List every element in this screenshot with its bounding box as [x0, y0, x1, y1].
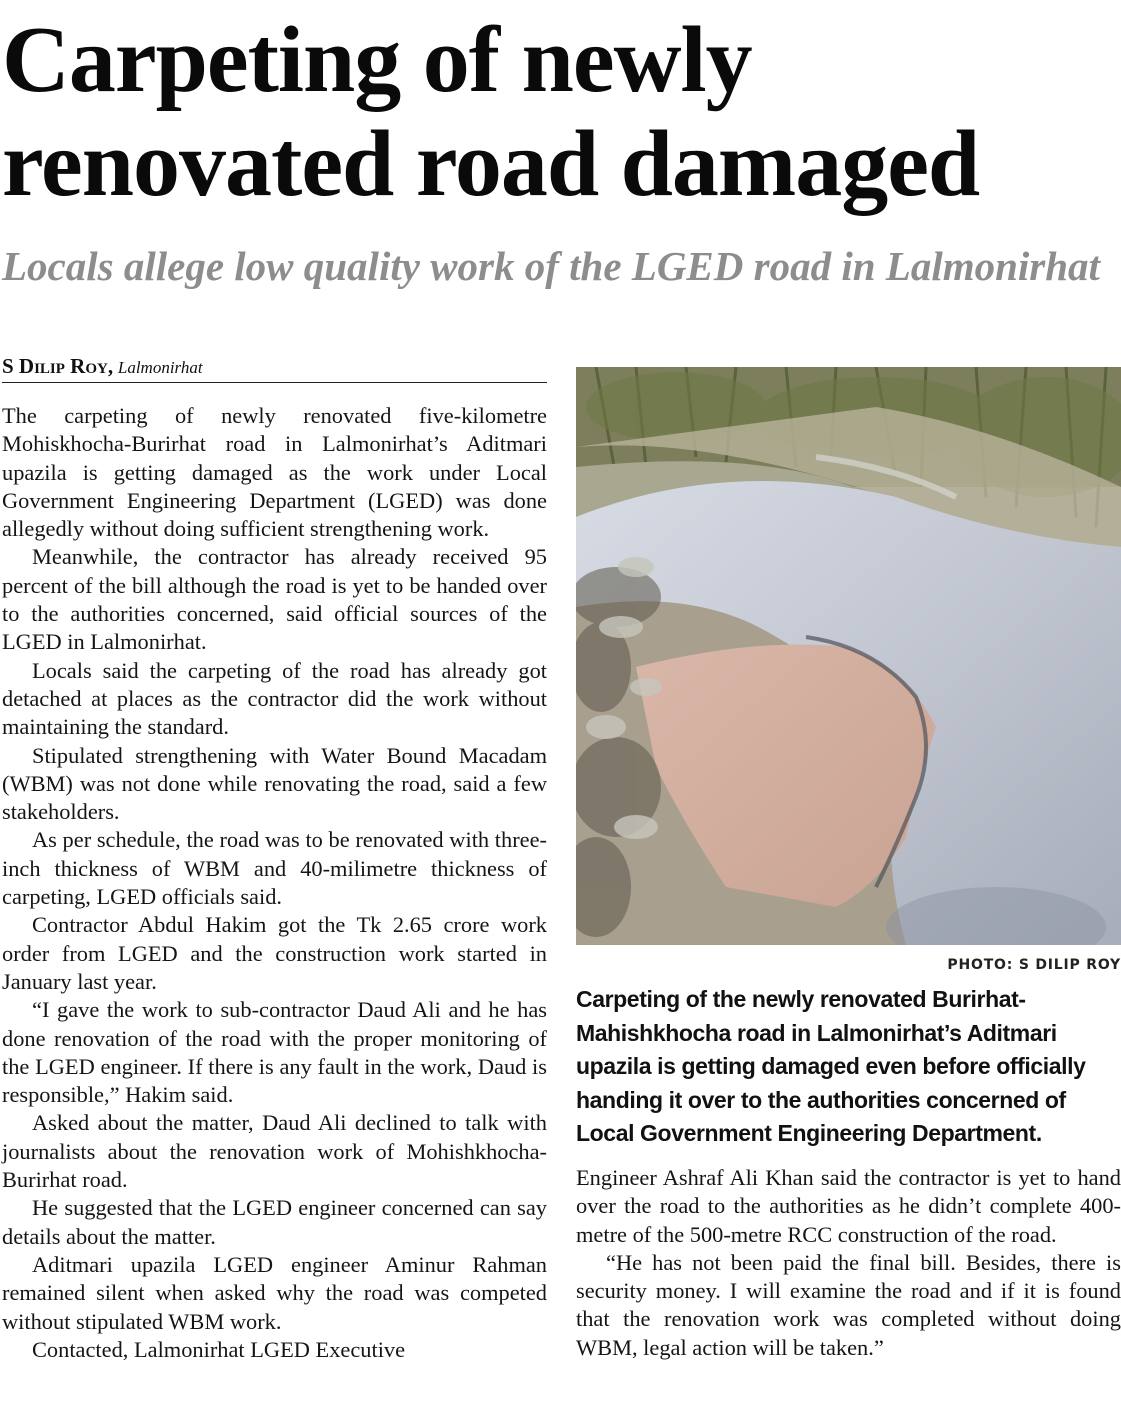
body-paragraph: Aditmari upazila LGED engineer Aminur Rahman remained silent when asked why the road was competed without stipulated WBM work.: [2, 1251, 547, 1334]
photo-credit: PHOTO: S DILIP ROY: [947, 957, 1121, 973]
article-body-left-column: [2, 402, 547, 1364]
headline-line-1: Carpeting of newly: [2, 8, 752, 112]
byline: [2, 354, 547, 383]
subheadline: Locals allege low quality work of the LGED road in Lalmonirhat: [2, 243, 1100, 289]
body-paragraph: Meanwhile, the contractor has already received 95 percent of the bill although the road is yet to be handed over to the authorities concerned, said official sources of the LGED in Lalmonirhat.: [2, 544, 547, 655]
byline-location: Lalmonirhat: [117, 358, 203, 377]
body-paragraph: “He has not been paid the final bill. Besides, there is security money. I will examine the road and if it is found that the renovation work was completed without doing WBM, legal action will be taken.”: [576, 1249, 1121, 1360]
headline: [2, 8, 1117, 216]
byline-author: S Dilip Roy,: [2, 354, 114, 378]
body-paragraph: Stipulated strengthening with Water Bound Macadam (WBM) was not done while renovating the road, said a few stakeholders.: [2, 742, 547, 825]
article-body-right-column: [576, 1164, 1121, 1362]
body-paragraph: Engineer Ashraf Ali Khan said the contractor is yet to hand over the road to the authorities as he didn’t complete 400-metre of the 500-metre RCC construction of the road.: [576, 1165, 1121, 1247]
body-paragraph: Contractor Abdul Hakim got the Tk 2.65 crore work order from LGED and the construction work started in January last year.: [2, 912, 547, 994]
body-paragraph: “I gave the work to sub-contractor Daud Ali and he has done renovation of the road with the proper monitoring of the LGED engineer. If there is any fault in the work, Daud is responsible,” Hakim said.: [2, 997, 547, 1108]
body-paragraph: He suggested that the LGED engineer concerned can say details about the matter.: [2, 1195, 547, 1249]
body-paragraph: Locals said the carpeting of the road has already got detached at places as the contractor did the work without maintaining the standard.: [2, 657, 547, 740]
headline-line-2: renovated road damaged: [2, 112, 980, 216]
photo-caption: Carpeting of the newly renovated Burirhat-Mahishkhocha road in Lalmonirhat’s Aditmari upazila is getting damaged even before officially handing it over to the authorities concerned of Local Government Engineering Department.: [576, 986, 1086, 1146]
body-paragraph: The carpeting of newly renovated five-kilometre Mohiskhocha-Burirhat road in Lalmonirhat’s Aditmari upazila is getting damaged as the work under Local Government Engineering Department (LGED) was done allegedly without doing sufficient strengthening work.: [2, 403, 547, 542]
road-damage-photo: [576, 367, 1121, 945]
body-paragraph: As per schedule, the road was to be renovated with three-inch thickness of WBM and 40-milimetre thickness of carpeting, LGED officials said.: [2, 827, 547, 910]
body-paragraph: Asked about the matter, Daud Ali declined to talk with journalists about the renovation work of Mohishkhocha-Burirhat road.: [2, 1110, 547, 1193]
body-paragraph: Contacted, Lalmonirhat LGED Executive: [32, 1336, 406, 1362]
